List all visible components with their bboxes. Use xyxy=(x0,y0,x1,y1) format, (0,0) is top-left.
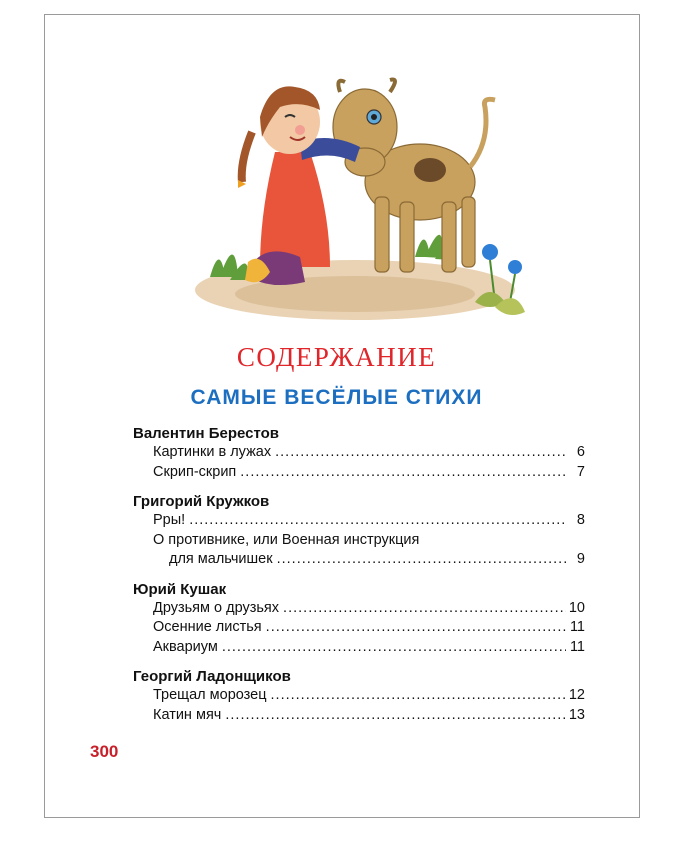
toc-entry-title: Друзьям о друзьях xyxy=(153,599,280,616)
toc-entry[interactable] xyxy=(133,638,585,658)
toc-entry[interactable] xyxy=(133,618,585,638)
toc-author-group xyxy=(133,667,585,725)
toc-entry-page: 9 xyxy=(576,551,585,567)
toc-entry-title: Аквариум xyxy=(153,638,218,655)
toc-entry[interactable] xyxy=(133,443,585,463)
toc-leader-dots xyxy=(222,638,566,658)
toc-entry-page: 10 xyxy=(568,599,585,616)
toc-author-group xyxy=(133,580,585,658)
toc-entry-page: 11 xyxy=(569,619,585,635)
toc-entry[interactable] xyxy=(133,706,585,726)
toc-leader-dots xyxy=(275,443,566,463)
toc-entry-title: Катин мяч xyxy=(153,706,222,723)
toc-entry[interactable] xyxy=(133,463,585,483)
section-subtitle: САМЫЕ ВЕСЁЛЫЕ СТИХИ xyxy=(190,386,483,409)
toc-entry-page: 13 xyxy=(568,706,585,723)
toc-leader-dots xyxy=(225,706,566,726)
toc-entry-page: 7 xyxy=(576,463,585,480)
toc-entry-title: Трещал морозец xyxy=(153,687,267,703)
toc-entry-page: 8 xyxy=(576,512,585,528)
table-of-contents xyxy=(133,424,585,735)
toc-entry-title: Скрип-скрип xyxy=(153,463,237,480)
toc-author: Валентин Берестов xyxy=(133,425,280,442)
toc-entry-page: 11 xyxy=(569,638,585,655)
toc-entry[interactable] xyxy=(133,686,585,706)
toc-entry[interactable] xyxy=(133,511,585,531)
toc-entry[interactable] xyxy=(133,599,585,619)
toc-entry-title: Осенние листья xyxy=(153,619,262,635)
toc-entry-title: О противнике, или Военная инструкция xyxy=(153,531,420,548)
page-number: 300 xyxy=(90,742,119,761)
girl-hugging-straw-calf-illustration xyxy=(190,62,540,327)
toc-entry-continuation[interactable] xyxy=(133,550,585,570)
toc-author: Юрий Кушак xyxy=(133,580,227,598)
toc-author: Григорий Кружков xyxy=(133,493,270,510)
toc-author: Георгий Ладонщиков xyxy=(133,668,291,685)
page-title: СОДЕРЖАНИЕ xyxy=(236,342,437,372)
toc-leader-dots xyxy=(266,618,566,638)
toc-entry-title: Рры! xyxy=(153,512,186,528)
toc-leader-dots xyxy=(277,550,566,570)
toc-entry-page: 6 xyxy=(576,444,585,460)
toc-author-group xyxy=(133,424,585,482)
toc-leader-dots xyxy=(189,511,566,531)
toc-leader-dots xyxy=(271,686,566,706)
toc-leader-dots xyxy=(283,599,566,619)
toc-author-group xyxy=(133,492,585,570)
toc-entry-title: Картинки в лужах xyxy=(153,444,272,460)
toc-entry[interactable] xyxy=(133,531,585,551)
toc-entry-page: 12 xyxy=(568,687,585,703)
toc-entry-title-continued: для мальчишек xyxy=(169,551,273,567)
toc-leader-dots xyxy=(240,463,566,483)
